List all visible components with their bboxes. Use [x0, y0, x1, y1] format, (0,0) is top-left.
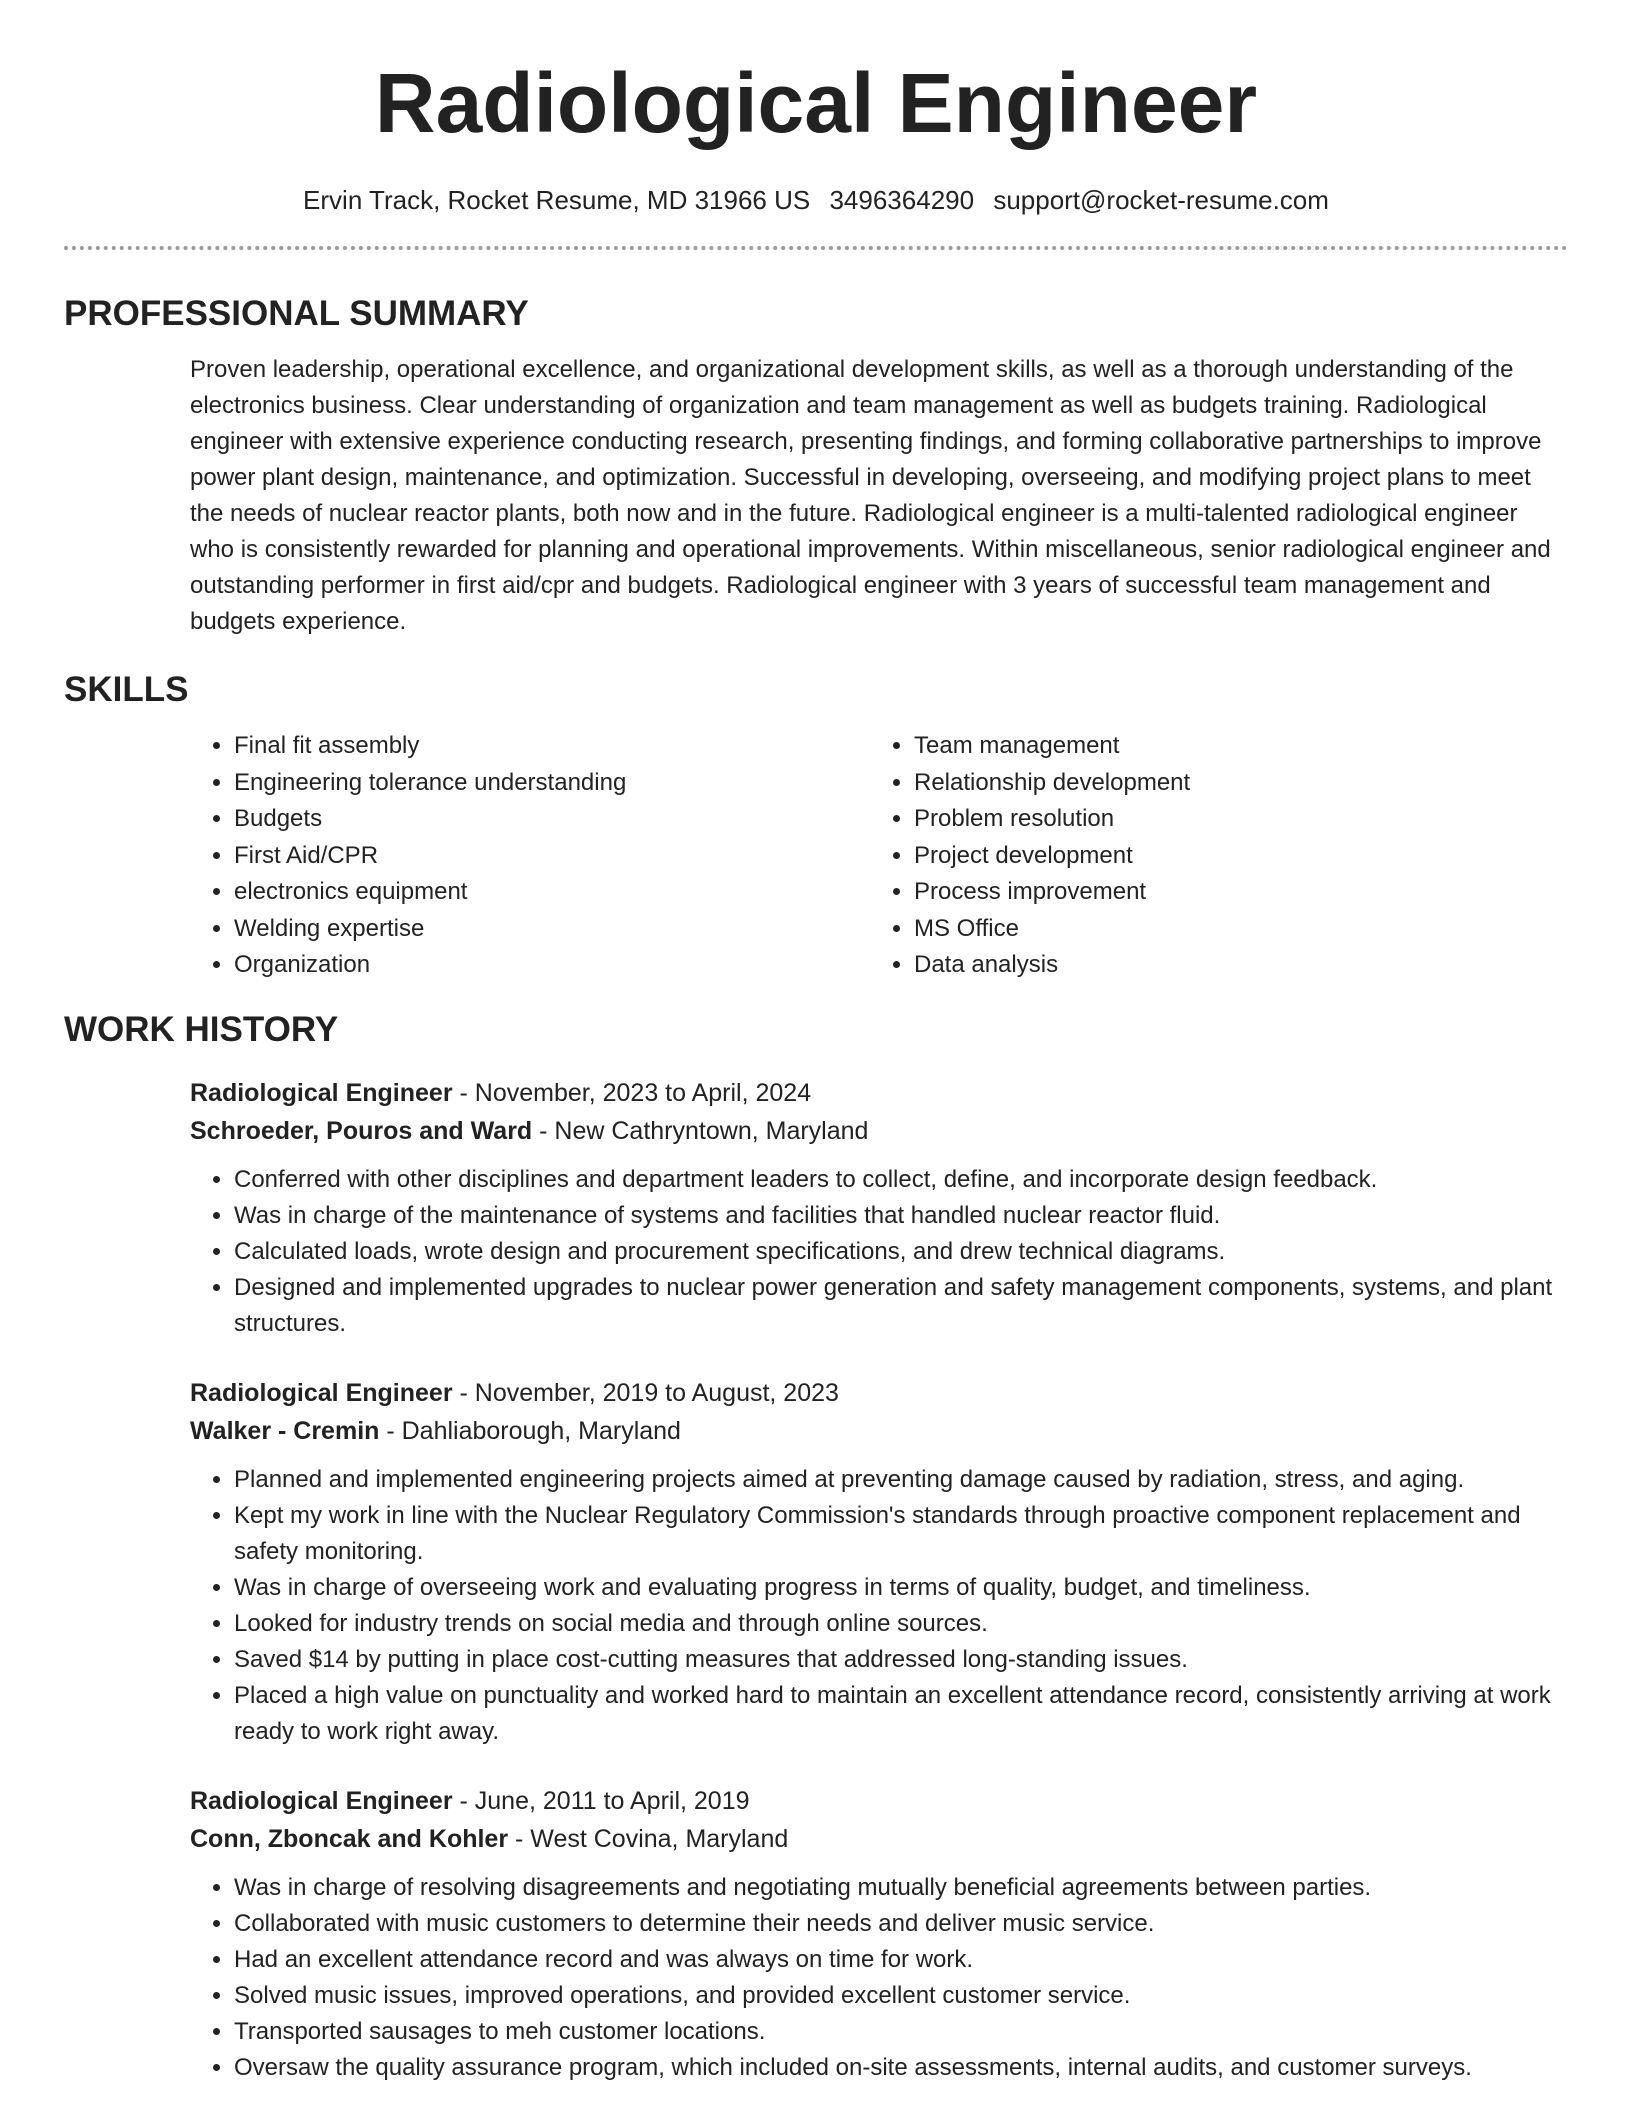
contact-line [64, 184, 1568, 216]
job-company: Schroeder, Pouros and Ward [190, 1116, 533, 1145]
job-entry-3 [190, 1782, 1568, 2086]
job-bullet: • Collaborated with music customers to determine their needs and deliver music service. [234, 1906, 1568, 1942]
skill-item: • Organization [234, 947, 870, 984]
work-history-heading: WORK HISTORY [64, 1009, 339, 1049]
job-bullet: • Kept my work in line with the Nuclear Regulatory Commission's standards through proactive component replacement and safety monitoring. [234, 1498, 1568, 1570]
job-bullet: • Planned and implemented engineering projects aimed at preventing damage caused by radiation, stress, and aging. [234, 1462, 1568, 1498]
job-location: - Dahliaborough, Maryland [379, 1416, 681, 1445]
skill-item: • Project development [914, 838, 1554, 875]
skill-item: • electronics equipment [234, 874, 870, 911]
job-bullet: • Oversaw the quality assurance program, which included on-site assessments, internal audits, and customer surveys. [234, 2050, 1568, 2086]
skill-item: • Final fit assembly [234, 728, 870, 765]
job-bullet: • Had an excellent attendance record and was always on time for work. [234, 1942, 1568, 1978]
skill-item: • Engineering tolerance understanding [234, 765, 870, 802]
candidate-title: Radiological Engineer [374, 56, 1258, 150]
job-bullets [190, 1870, 1568, 2086]
job-bullet: • Was in charge of the maintenance of systems and facilities that handled nuclear reactor fluid. [234, 1198, 1568, 1234]
skill-item: • Welding expertise [234, 911, 870, 948]
job-dates: - November, 2019 to August, 2023 [452, 1378, 839, 1407]
job-bullet: • Saved $14 by putting in place cost-cutting measures that addressed long-standing issues. [234, 1642, 1568, 1678]
skill-item: • Relationship development [914, 765, 1554, 802]
summary-text: Proven leadership, operational excellence, and organizational development skills, as well as a thorough understanding of the electronics business. Clear understanding of organization and team management as well as budgets training. Radiological engineer with extensive experience conducting research, presenting findings, and forming collaborative partnerships to improve power plant design, maintenance, and optimization. Successful in developing, overseeing, and modifying project plans to meet the needs of nuclear reactor plants, both now and in the future. Radiological engineer is a multi-talented radiological engineer who is consistently rewarded for planning and operational improvements. Within miscellaneous, senior radiological engineer and outstanding performer in first aid/cpr and budgets. Radiological engineer with 3 years of successful team management and budgets experience. [190, 356, 1551, 635]
job-entry-1 [190, 1074, 1568, 1342]
job-bullet: • Calculated loads, wrote design and procurement specifications, and drew technical diagrams. [234, 1234, 1568, 1270]
contact-phone[interactable]: 3496364290 [829, 185, 975, 215]
job-company-line [190, 1412, 1568, 1450]
job-location: - New Cathryntown, Maryland [532, 1116, 869, 1145]
resume-page [64, 0, 1568, 2086]
job-company: Conn, Zboncak and Kohler [190, 1824, 509, 1853]
skills-column-left [190, 728, 870, 984]
skills-heading: SKILLS [64, 670, 189, 709]
skills-list [190, 728, 1568, 984]
header-divider [64, 246, 1568, 250]
contact-email[interactable]: support@rocket-resume.com [993, 185, 1329, 215]
skill-item: • MS Office [914, 911, 1554, 948]
job-bullet: • Designed and implemented upgrades to nuclear power generation and safety management components, systems, and plant structures. [234, 1270, 1568, 1342]
skill-item: • Team management [914, 728, 1554, 765]
job-bullet: • Was in charge of resolving disagreements and negotiating mutually beneficial agreements between parties. [234, 1870, 1568, 1906]
job-company-line [190, 1112, 1568, 1150]
job-dates: - November, 2023 to April, 2024 [452, 1078, 812, 1107]
job-role: Radiological Engineer [190, 1378, 453, 1407]
skill-item: • Data analysis [914, 947, 1554, 984]
job-bullet: • Transported sausages to meh customer locations. [234, 2014, 1568, 2050]
job-role: Radiological Engineer [190, 1786, 453, 1815]
job-bullet: • Conferred with other disciplines and department leaders to collect, define, and incorporate design feedback. [234, 1162, 1568, 1198]
job-role: Radiological Engineer [190, 1078, 453, 1107]
job-bullet: • Was in charge of overseeing work and evaluating progress in terms of quality, budget, and timeliness. [234, 1570, 1568, 1606]
skill-item: • Problem resolution [914, 801, 1554, 838]
job-location: - West Covina, Maryland [508, 1824, 789, 1853]
job-entry-2 [190, 1374, 1568, 1750]
summary-heading: PROFESSIONAL SUMMARY [64, 294, 529, 333]
job-dates: - June, 2011 to April, 2019 [452, 1786, 750, 1815]
job-company-line [190, 1820, 1568, 1858]
job-company: Walker - Cremin [190, 1416, 380, 1445]
skill-item: • First Aid/CPR [234, 838, 870, 875]
job-bullet: • Looked for industry trends on social media and through online sources. [234, 1606, 1568, 1642]
job-role-line [190, 1074, 1568, 1112]
skills-column-right [870, 728, 1554, 984]
job-bullets [190, 1462, 1568, 1750]
job-bullet: • Solved music issues, improved operations, and provided excellent customer service. [234, 1978, 1568, 2014]
job-role-line [190, 1782, 1568, 1820]
job-bullet: • Placed a high value on punctuality and worked hard to maintain an excellent attendance record, consistently arriving at work ready to work right away. [234, 1678, 1568, 1750]
contact-address: Ervin Track, Rocket Resume, MD 31966 US [303, 185, 811, 215]
job-role-line [190, 1374, 1568, 1412]
job-bullets [190, 1162, 1568, 1342]
skill-item: • Process improvement [914, 874, 1554, 911]
skill-item: • Budgets [234, 801, 870, 838]
